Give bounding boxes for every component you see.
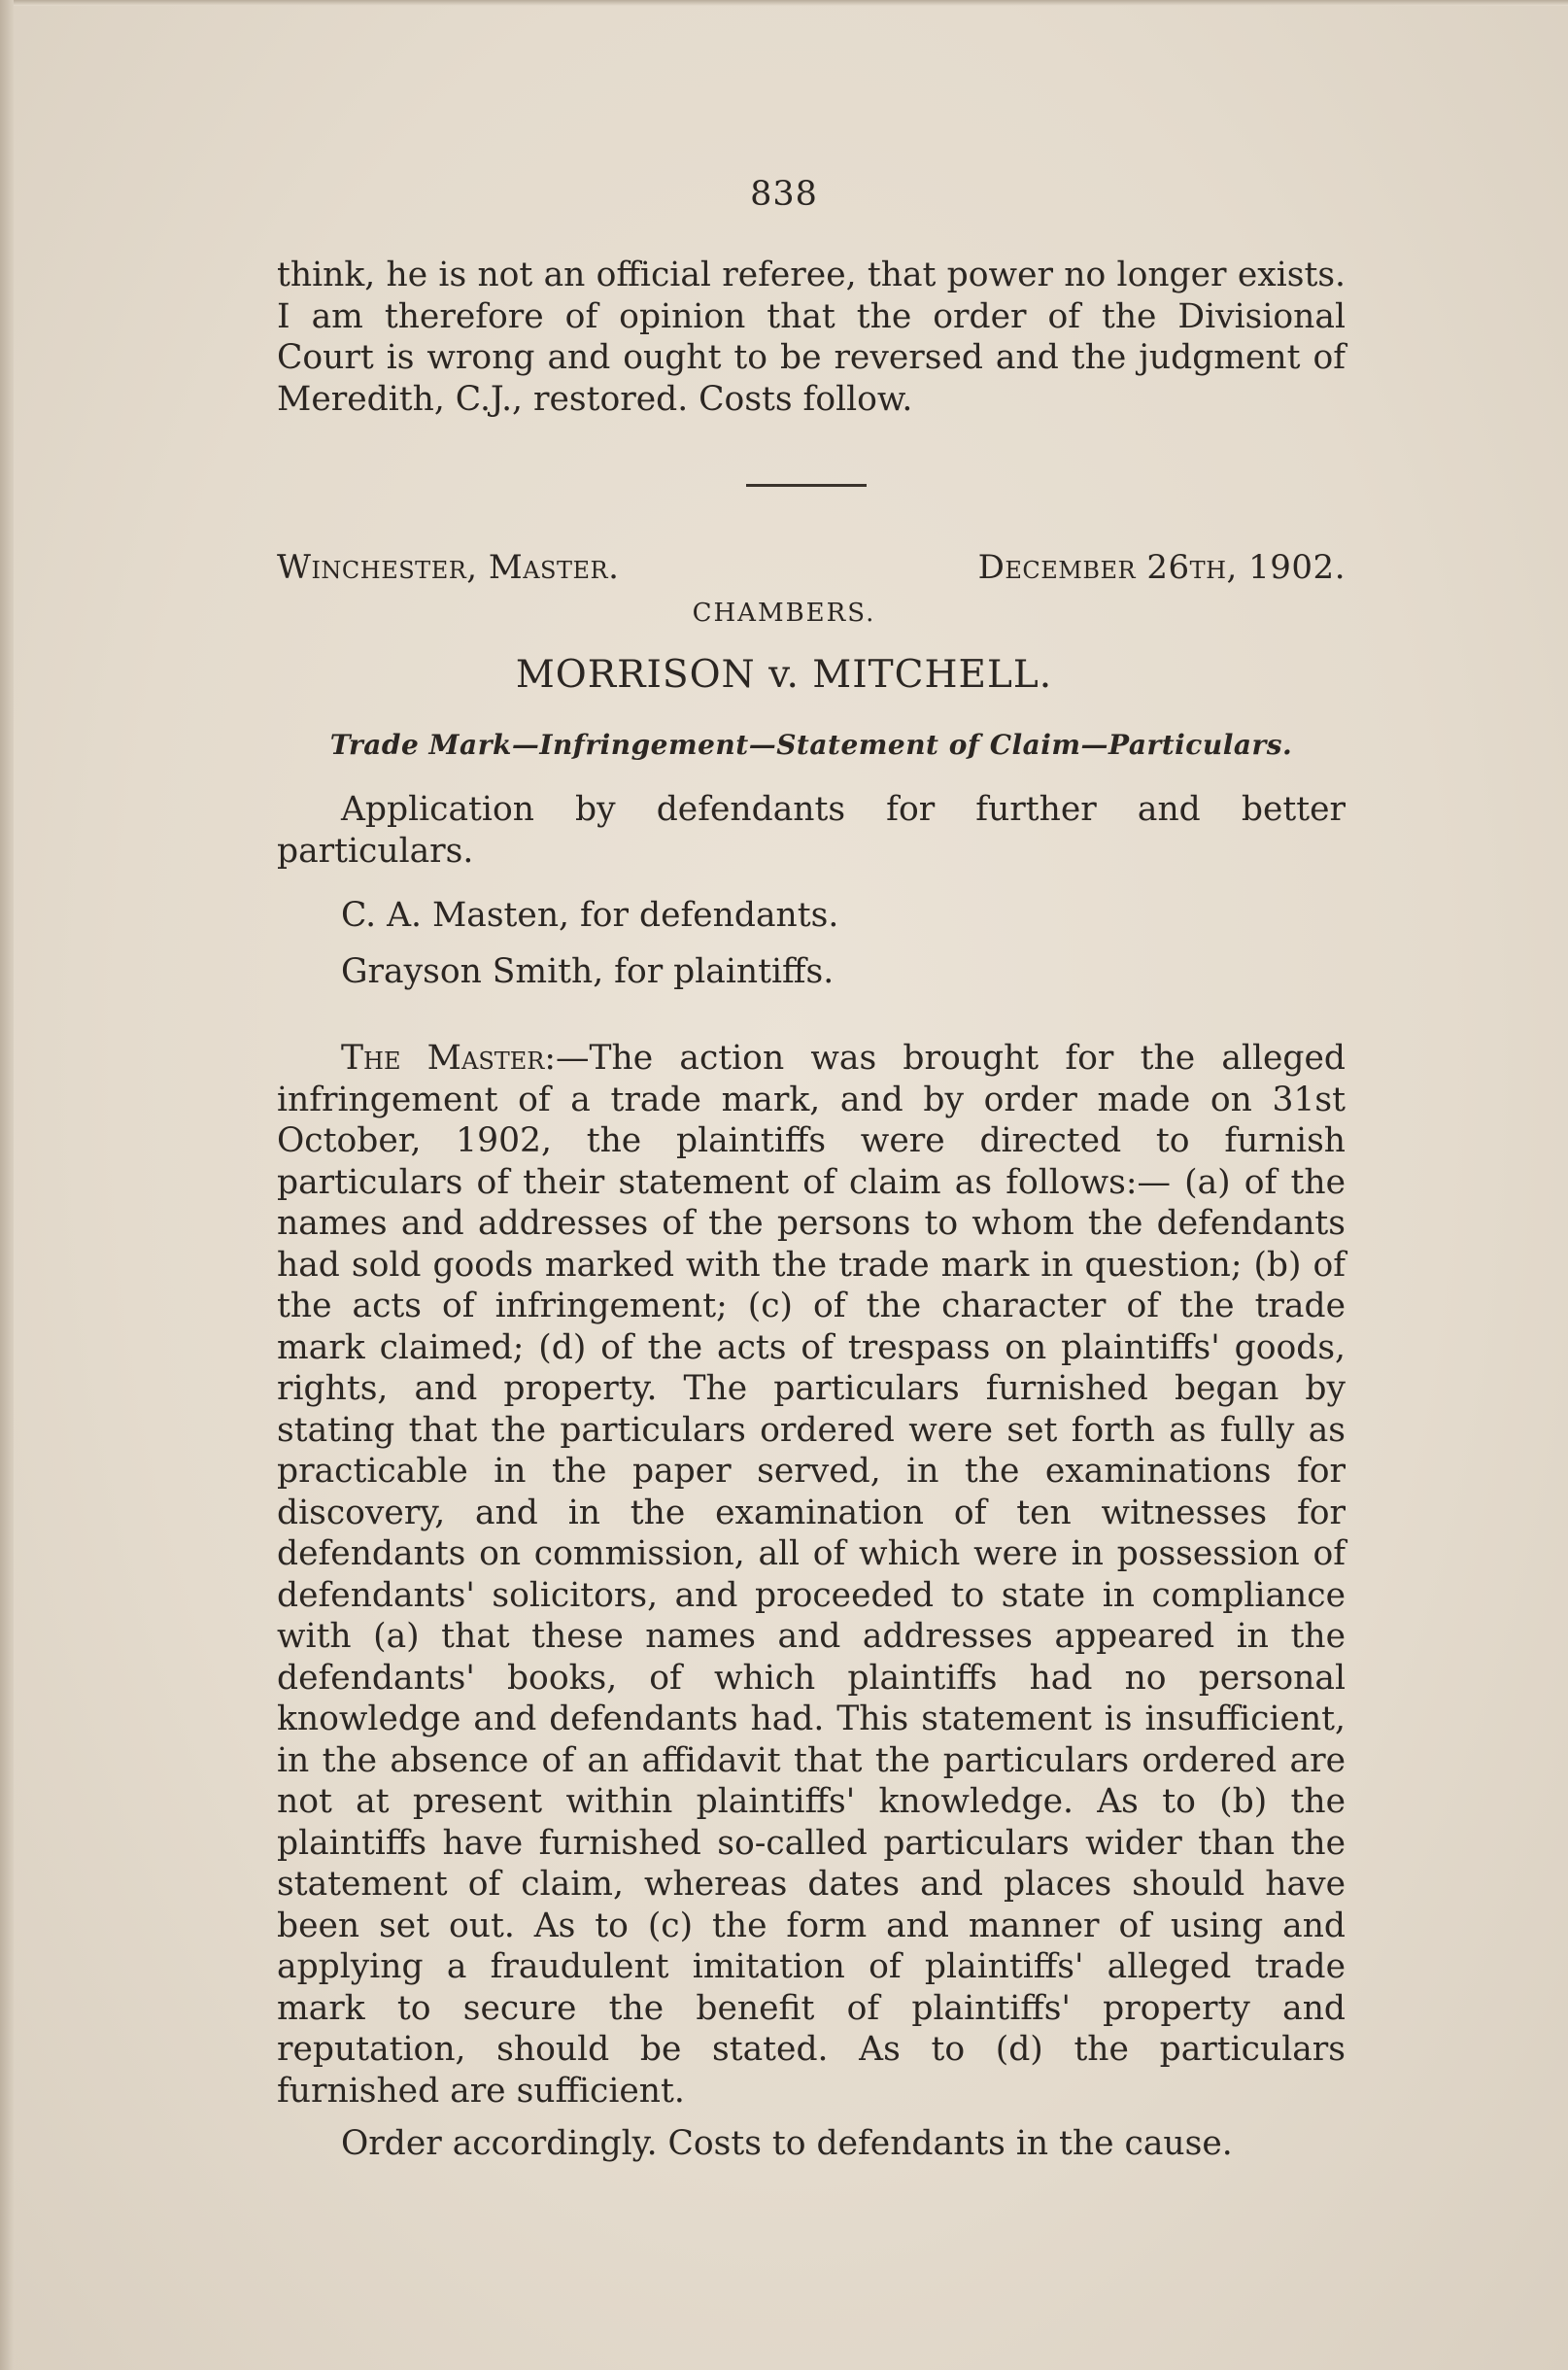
- counsel-plaintiffs: Grayson Smith, for plaintiffs.: [341, 952, 835, 991]
- opening-paragraph: [277, 255, 1346, 420]
- judgment-body: [277, 1038, 1346, 2112]
- page-number: 838: [750, 175, 818, 214]
- case-title: MORRISON v. MITCHELL.: [515, 653, 1053, 697]
- section-divider: [746, 484, 867, 487]
- counsel-defendants: C. A. Masten, for defendants.: [341, 896, 839, 935]
- speaker-name: The Master: [341, 1039, 545, 1078]
- headnote: Trade Mark—Infringement—Statement of Claim—Particulars.: [329, 729, 1293, 761]
- page-top-edge: [0, 0, 1568, 6]
- judge-name: Winchester, Master.: [277, 548, 620, 587]
- page-binding-edge: [0, 0, 14, 2370]
- application-text: Application by defendants for further and better particulars.: [277, 790, 1346, 871]
- judgment-paragraph: [277, 1038, 1346, 2112]
- opening-paragraph-text: think, he is not an official referee, that power no longer exists. I am therefore of opinion that the order of the Divisional Court is wrong and ought to be reversed and the judgment of Meredith, C.J., restored. Costs follow.: [277, 256, 1346, 419]
- judgment-text: :—The action was brought for the alleged infringement of a trade mark, and by order made on 31st October, 1902, the plaintiffs were directed to furnish particulars of their statement of claim as follows:— (a) of the names and addresses of the persons to whom the defendants had sold goods marked with the trade mark in question; (b) of the acts of infringement; (c) of the character of the trade mark claimed; (d) of the acts of trespass on plaintiffs' goods, rights, and property. The particulars furnished began by stating that the particulars ordered were set forth as fully as practicable in the paper served, in the examinations for discovery, and in the examination of ten witnesses for defendants on commission, all of which were in possession of defendants' solicitors, and proceeded to state in compliance with (a) that these names and addresses appeared in the defendants' books, of which plaintiffs had no personal knowledge and defendants had. This statement is insufficient, in the absence of an affidavit that the particulars ordered are not at present within plaintiffs' knowledge. As to (b) the plaintiffs have furnished so-called particulars wider than the statement of claim, whereas dates and places should have been set out. As to (c) the form and manner of using and applying a fraudulent imitation of plaintiffs' alleged trade mark to secure the benefit of plaintiffs' property and reputation, should be stated. As to (d) the particulars furnished are sufficient.: [277, 1039, 1346, 2111]
- judgment-date: December 26th, 1902.: [977, 548, 1346, 587]
- court-name: CHAMBERS.: [692, 599, 876, 628]
- order-line: Order accordingly. Costs to defendants in the cause.: [341, 2124, 1233, 2163]
- application-paragraph: [277, 789, 1346, 872]
